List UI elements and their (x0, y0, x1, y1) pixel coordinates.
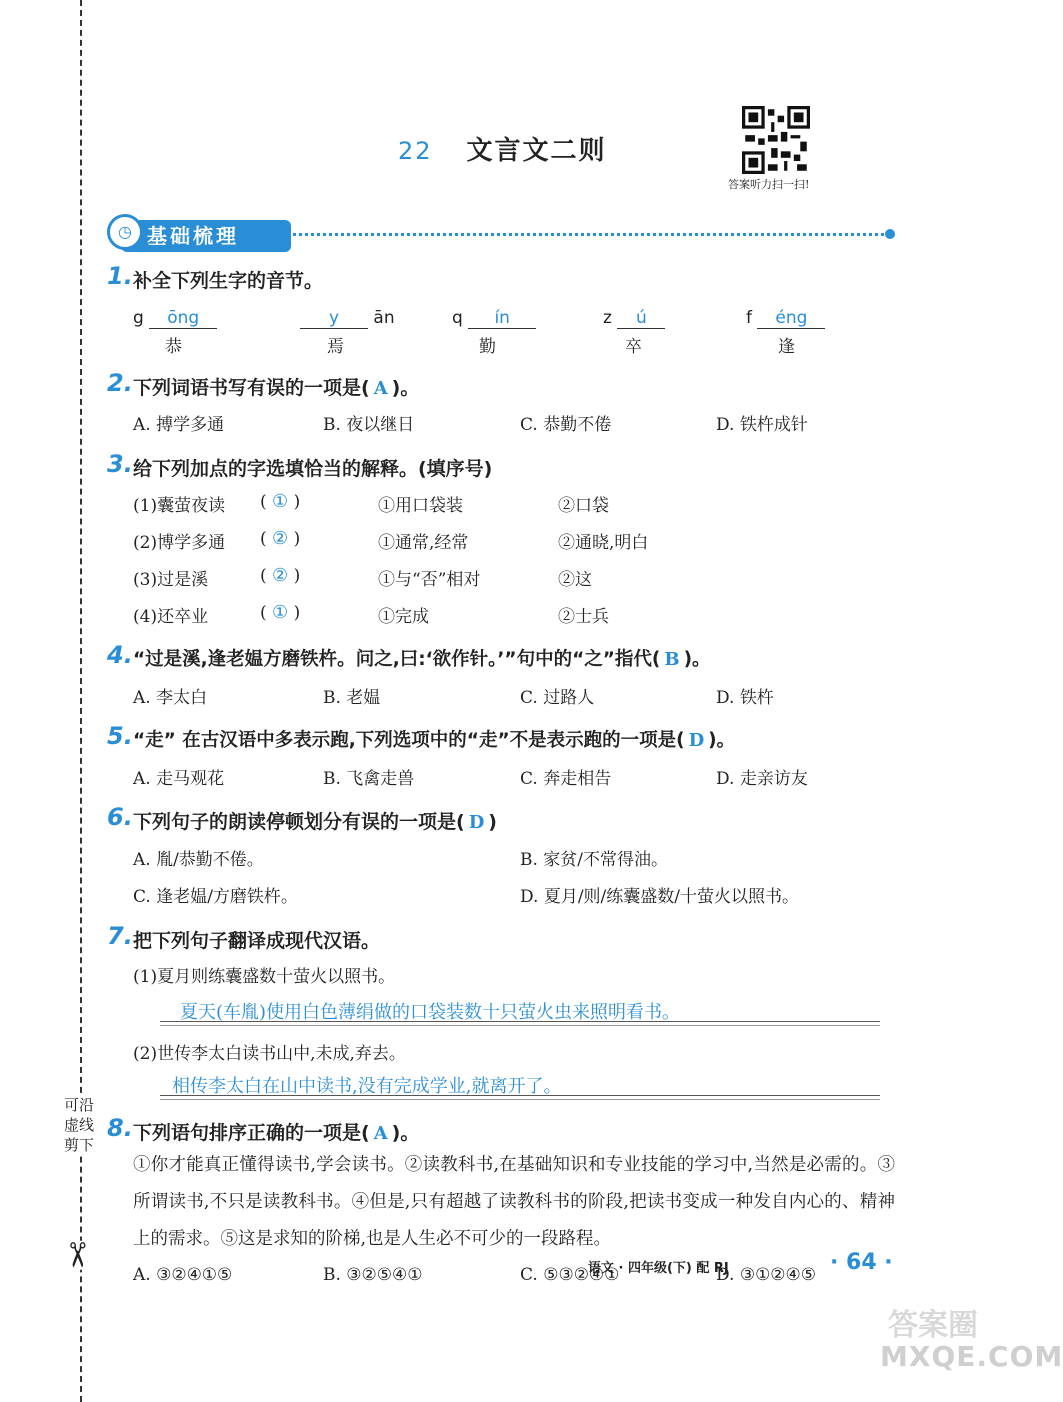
option: C. 过路人 (520, 688, 595, 708)
q3-opt2: ②士兵 (558, 607, 609, 627)
q3-opt2: ②这 (558, 570, 592, 590)
q6-text: 下列句子的朗读停顿划分有误的一项是( D ) (133, 811, 497, 833)
pinyin-item: q ín 勤 (452, 308, 536, 329)
q2-answer: A (373, 378, 388, 399)
q3-opt1: ①与“否”相对 (378, 570, 481, 590)
q7-text: 把下列句子翻译成现代汉语。 (133, 930, 381, 952)
option: D. ③①②④⑤ (716, 1265, 817, 1285)
lesson-title: 文言文二则 (466, 136, 607, 166)
section-title: 基础梳理 (121, 220, 291, 252)
option: D. 夏月/则/练囊盛数/十萤火以照书。 (520, 887, 800, 907)
option: B. ③②⑤④① (323, 1265, 423, 1285)
footer-subject: 语文 · 四年级(下) 配 RJ (588, 1261, 729, 1276)
option: D. 铁杵成针 (716, 415, 808, 435)
page-number: · 64 · (830, 1250, 893, 1275)
clock-icon: ◷ (107, 214, 143, 250)
q5-text: “走” 在古汉语中多表示跑,下列选项中的“走”不是表示跑的一项是( D )。 (133, 730, 736, 751)
q5-number: 5. (107, 722, 133, 750)
q2-text: 下列词语书写有误的一项是( A )。 (133, 377, 420, 399)
pinyin-answer: ú (617, 308, 665, 329)
cut-note: 可沿虚线剪下 (60, 1095, 98, 1155)
q6-answer: D (468, 812, 485, 833)
q1-number: 1. (107, 262, 133, 290)
answer-line (160, 1099, 880, 1100)
q8-text: 下列语句排序正确的一项是( A )。 (133, 1122, 420, 1144)
pinyin-item: y ān 焉 (300, 308, 395, 329)
q3-number: 3. (107, 450, 133, 478)
watermark-logo: 答案圈 (888, 1308, 978, 1343)
hanzi: 卒 (625, 337, 642, 357)
option: A. ③②④①⑤ (133, 1265, 233, 1285)
option: B. 家贫/不常得油。 (520, 850, 669, 870)
option: B. 夜以继日 (323, 415, 415, 435)
pinyin-item: g ōng 恭 (133, 308, 217, 329)
option: C. ⑤③②④① (520, 1265, 620, 1285)
qr-code-icon[interactable] (742, 106, 810, 174)
pinyin-answer: ōng (149, 308, 217, 329)
watermark-url: MXQE.COM (880, 1340, 1063, 1373)
q3-opt1: ①完成 (378, 607, 429, 627)
pinyin-item: z ú 卒 (603, 308, 665, 329)
option: C. 奔走相告 (520, 769, 612, 789)
hanzi: 逢 (778, 337, 795, 357)
option: C. 恭勤不倦 (520, 415, 612, 435)
divider-end-dot (885, 229, 895, 239)
hanzi: 恭 (165, 337, 182, 357)
pinyin-answer: ín (468, 308, 536, 329)
option: B. 老媪 (323, 688, 381, 708)
q2-number: 2. (107, 369, 133, 397)
q4-answer: B (664, 649, 680, 670)
page-title (398, 130, 607, 167)
cut-line (80, 0, 82, 1402)
q3-answer: ( ① ) (260, 602, 301, 623)
hanzi: 勤 (479, 337, 496, 357)
q3-word: (2)博学多通 (133, 533, 226, 553)
option: A. 搏学多通 (133, 415, 225, 435)
qr-caption: 答案听力扫一扫! (728, 178, 810, 191)
q3-word: (1)囊萤夜读 (133, 496, 226, 516)
option: A. 胤/恭勤不倦。 (133, 850, 264, 870)
q3-answer: ( ① ) (260, 491, 301, 512)
q7-sentence-2: (2)世传李太白读书山中,未成,弃去。 (133, 1044, 406, 1064)
q5-answer: D (688, 730, 705, 751)
q7-answer-2: 相传李太白在山中读书,没有完成学业,就离开了。 (172, 1076, 562, 1097)
q8-paragraph: ①你才能真正懂得读书,学会读书。②读教科书,在基础知识和专业技能的学习中,当然是必需的。③所谓读书,不只是读教科书。④但是,只有超越了读教科书的阶段,把读书变成一种发自内心的、精神上的需求。⑤这是求知的阶梯,也是人生必不可少的一段路程。 (133, 1155, 895, 1249)
lesson-number: 22 (398, 137, 433, 165)
q6-number: 6. (107, 803, 133, 831)
pinyin-answer: éng (757, 308, 825, 329)
q3-opt2: ②通晓,明白 (558, 533, 649, 553)
q3-opt2: ②口袋 (558, 496, 609, 516)
q8-number: 8. (107, 1114, 133, 1142)
hanzi: 焉 (327, 337, 344, 357)
q3-word: (4)还卒业 (133, 607, 209, 627)
q3-answer: ( ② ) (260, 528, 301, 549)
section-divider (288, 233, 890, 236)
pinyin-item: f éng 逢 (746, 308, 825, 329)
option: C. 逢老媪/方磨铁杵。 (133, 887, 298, 907)
q1-text: 补全下列生字的音节。 (133, 270, 324, 292)
q4-text: “过是溪,逢老媪方磨铁杵。问之,曰:‘欲作针。’”句中的“之”指代( B )。 (133, 649, 711, 670)
q7-answer-1: 夏天(车胤)使用白色薄绢做的口袋装数十只萤火虫来照明看书。 (180, 1002, 681, 1023)
option: D. 铁杵 (716, 688, 774, 708)
scissors-icon: ✂ (56, 1240, 97, 1270)
answer-line (160, 1095, 880, 1096)
q3-text: 给下列加点的字选填恰当的解释。(填序号) (133, 458, 493, 480)
option: A. 李太白 (133, 688, 208, 708)
q3-opt1: ①用口袋装 (378, 496, 463, 516)
q7-sentence-1: (1)夏月则练囊盛数十萤火以照书。 (133, 967, 396, 987)
q8-answer: A (373, 1123, 388, 1144)
pinyin-answer: y (300, 308, 368, 329)
option: B. 飞禽走兽 (323, 769, 415, 789)
q3-word: (3)过是溪 (133, 570, 209, 590)
answer-line (160, 1025, 880, 1026)
q3-answer: ( ② ) (260, 565, 301, 586)
q4-number: 4. (107, 641, 133, 669)
q3-opt1: ①通常,经常 (378, 533, 469, 553)
option: A. 走马观花 (133, 769, 225, 789)
answer-line (160, 1021, 880, 1022)
q7-number: 7. (107, 922, 133, 950)
option: D. 走亲访友 (716, 769, 808, 789)
